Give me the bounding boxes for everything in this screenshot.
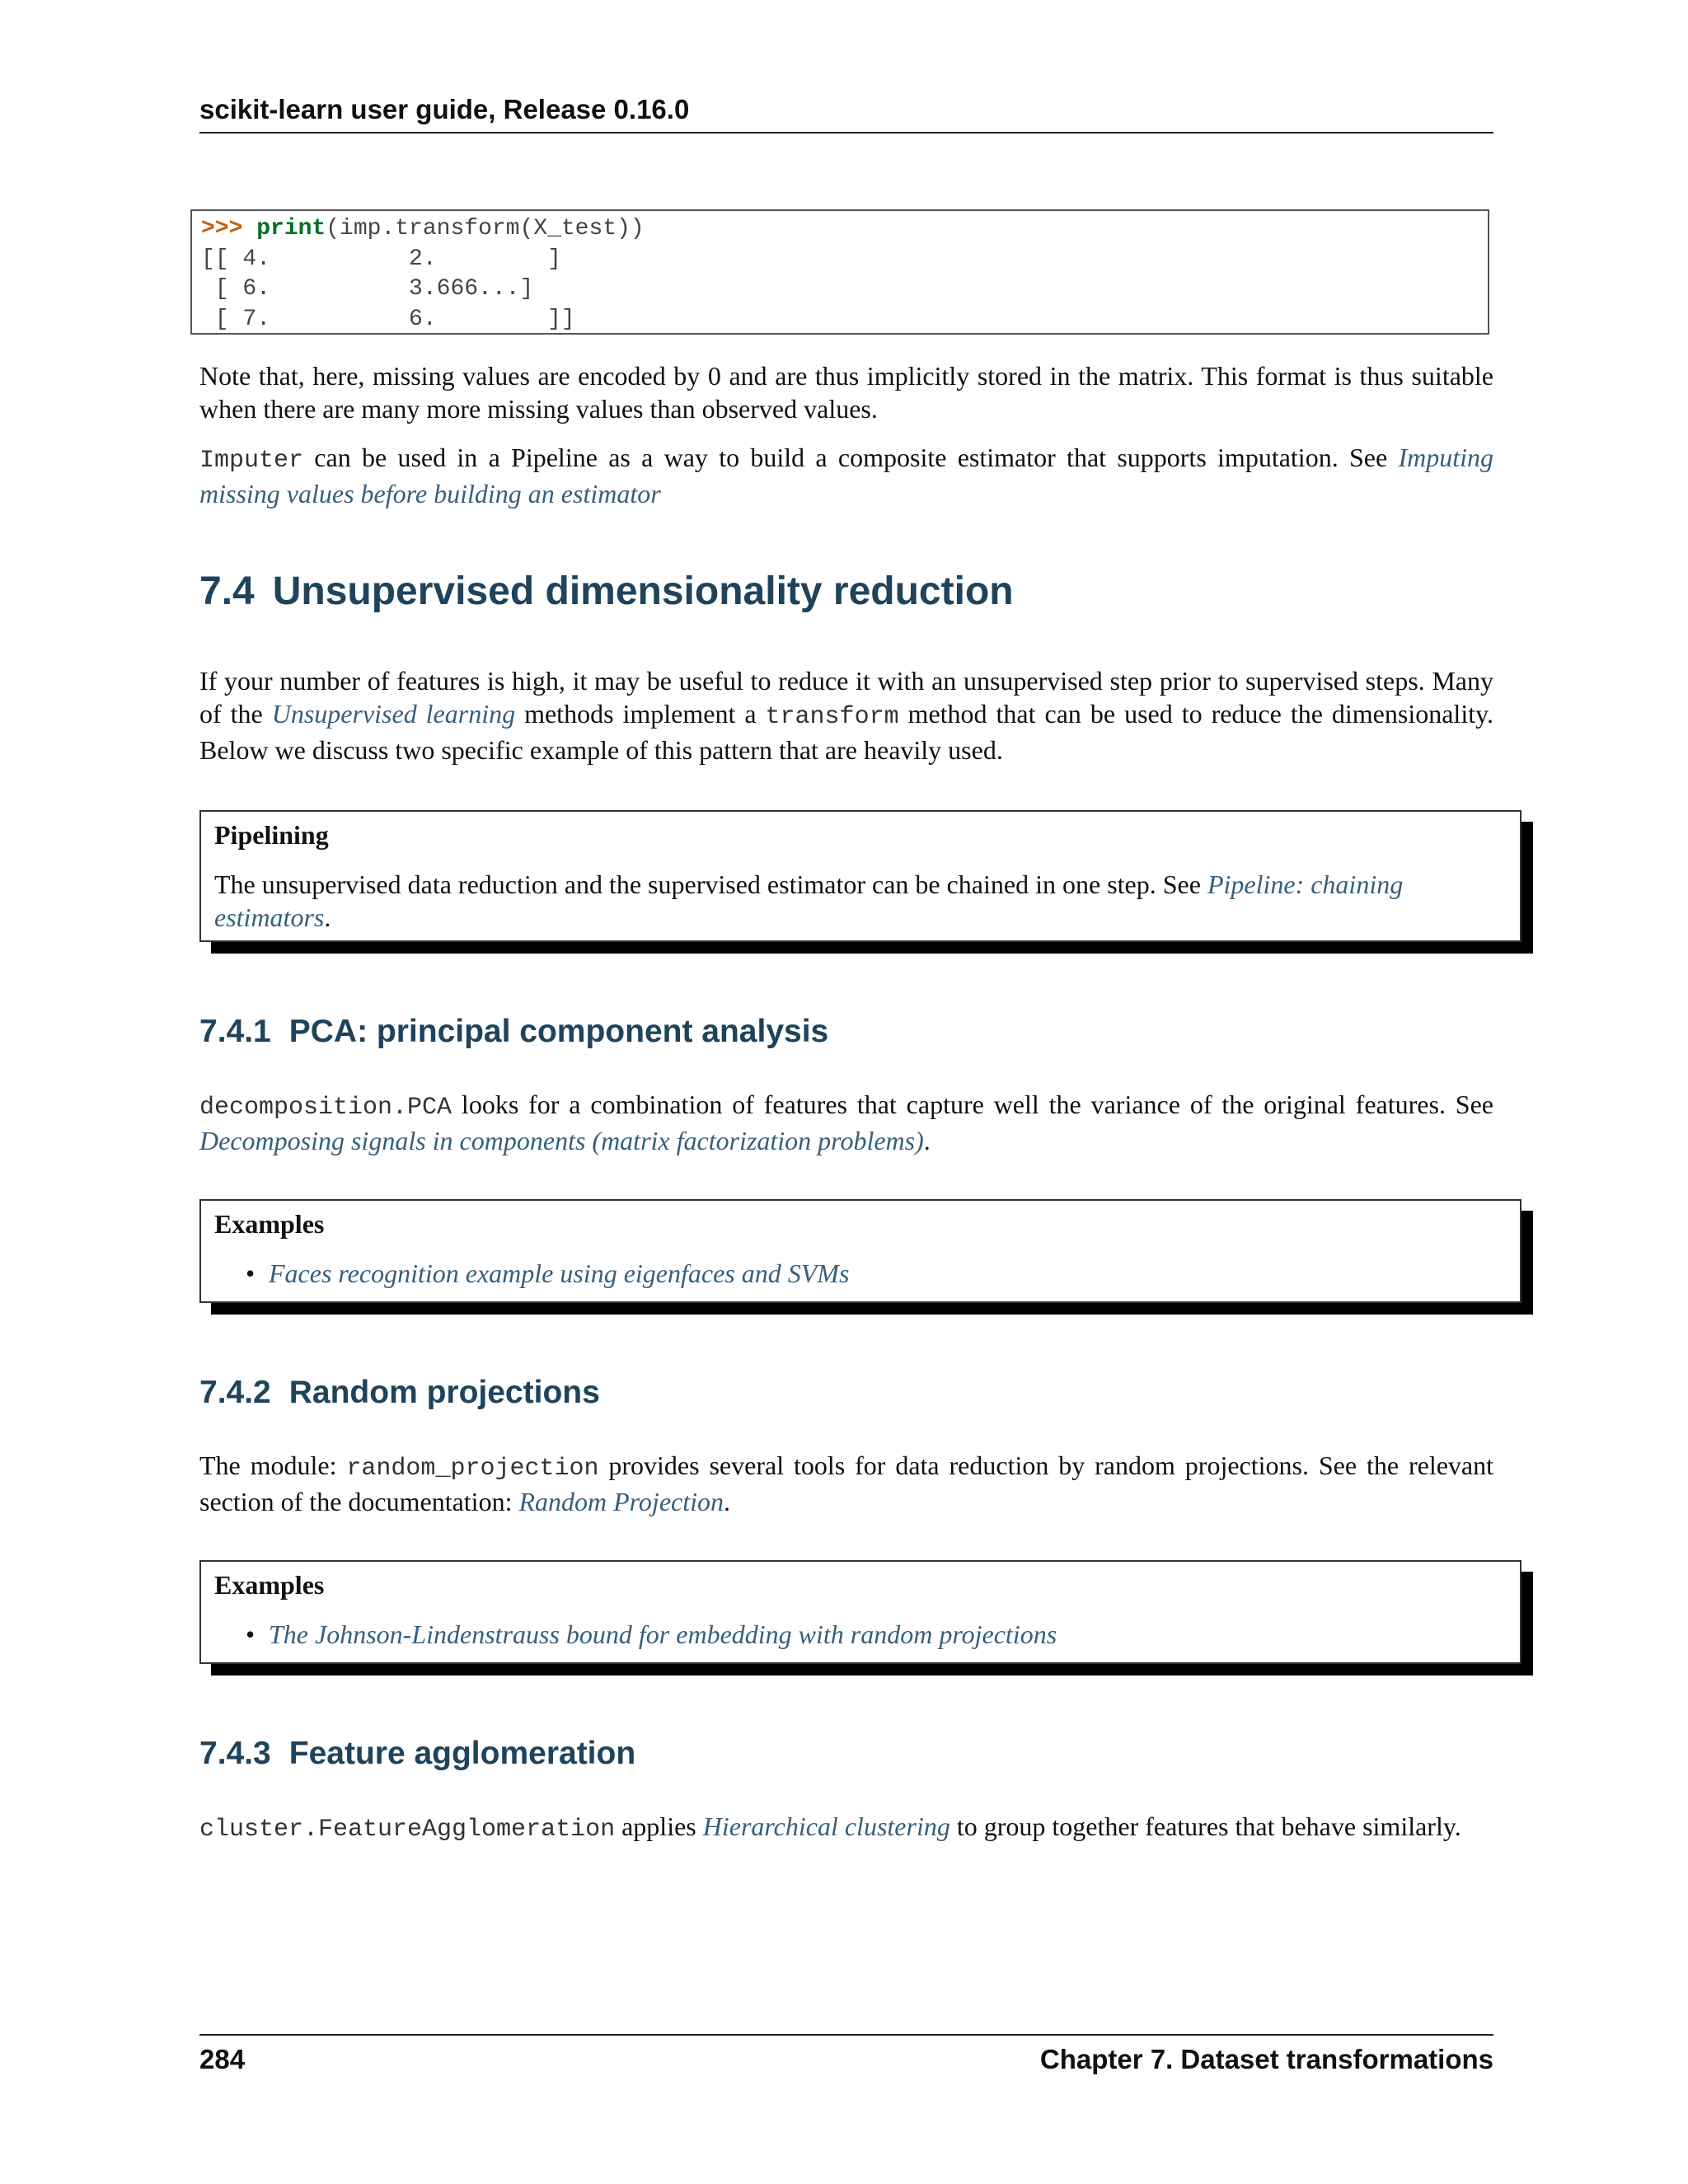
- chapter-title: Chapter 7. Dataset transformations: [1039, 2044, 1493, 2074]
- examples-list: [214, 1618, 1507, 1651]
- section-number: 7.4: [199, 569, 255, 613]
- code-call: (imp.transform(X_test)): [326, 216, 645, 241]
- link-unsupervised-learning[interactable]: Unsupervised learning: [271, 699, 516, 729]
- code-output-line: [[ 4. 2. ]: [201, 246, 561, 272]
- paragraph-feature-agglomeration: [199, 1810, 1493, 1846]
- inline-code: random_projection: [346, 1455, 599, 1483]
- paragraph-text: method that can be used to reduce the dimensionality. Below we discuss two specific example of this pattern that are heavily used.: [199, 699, 1494, 765]
- inline-code: transform: [765, 703, 899, 731]
- paragraph-text: methods implement a: [515, 699, 766, 729]
- section-title: PCA: principal component analysis: [288, 1014, 829, 1049]
- section-title: Unsupervised dimensionality reduction: [272, 569, 1014, 613]
- inline-code: cluster.FeatureAgglomeration: [199, 1816, 616, 1844]
- running-footer: [199, 2034, 1493, 2079]
- paragraph-text: can be used in a Pipeline as a way to build a composite estimator that supports imputation. See: [303, 443, 1399, 472]
- document-page: [199, 0, 1493, 2184]
- admonition-text-end: .: [324, 902, 331, 932]
- admonition-body: [214, 868, 1507, 934]
- paragraph-missing-values: Note that, here, missing values are encoded by 0 and are thus implicitly stored in the matrix. This format is thus suitable when there are many more missing values than observed values.: [199, 361, 1493, 424]
- link-random-projection[interactable]: Random Projection: [518, 1487, 724, 1516]
- paragraph-text-end: .: [923, 1126, 931, 1155]
- paragraph-pca: [199, 1088, 1493, 1157]
- paragraph-text: to group together features that behave similarly.: [950, 1811, 1461, 1841]
- admonition-title: Examples: [214, 1570, 325, 1600]
- admonition-examples-random-projection: [199, 1560, 1522, 1664]
- section-title: Feature agglomeration: [288, 1736, 636, 1771]
- section-number: 7.4.1: [199, 1014, 271, 1049]
- admonition-title: Pipelining: [214, 820, 329, 850]
- code-output-line: [ 7. 6. ]]: [201, 306, 575, 332]
- link-pipeline-chaining[interactable]: Pipeline: chaining estimators: [214, 869, 1404, 932]
- page-number: 284: [199, 2044, 246, 2074]
- section-heading-7-4-2: [199, 1375, 600, 1411]
- section-title: Random projections: [288, 1375, 600, 1410]
- paragraph-dimensionality: [199, 664, 1493, 766]
- code-keyword: print: [256, 216, 326, 241]
- paragraph-random-projections: [199, 1449, 1493, 1518]
- section-number: 7.4.2: [199, 1375, 271, 1410]
- paragraph-text: provides several tools for data reduction by random projections. See the relevant section of the documentation:: [199, 1451, 1494, 1516]
- examples-list: [214, 1257, 1507, 1290]
- paragraph-imputer: [199, 441, 1493, 510]
- link-decomposing-signals[interactable]: Decomposing signals in components (matrix factorization problems): [199, 1126, 924, 1155]
- link-faces-recognition-example[interactable]: • Faces recognition example using eigenfaces and SVMs: [269, 1257, 1507, 1290]
- code-output-line: [ 6. 3.666...]: [201, 276, 534, 302]
- paragraph-text-end: .: [724, 1487, 730, 1516]
- section-number: 7.4.3: [199, 1736, 271, 1771]
- running-header: scikit-learn user guide, Release 0.16.0: [199, 91, 1493, 134]
- paragraph-text: If your number of features is high, it may be useful to reduce it with an unsupervised step prior to supervised steps. Many of the: [199, 666, 1493, 729]
- paragraph-text: looks for a combination of features that capture well the variance of the original features. See: [452, 1090, 1493, 1119]
- section-heading-7-4-3: [199, 1736, 635, 1772]
- admonition-examples-pca: [199, 1199, 1522, 1303]
- paragraph-text: The module:: [199, 1451, 347, 1480]
- section-heading-7-4: [199, 569, 1014, 614]
- code-block: [190, 209, 1489, 335]
- link-imputing-missing-values[interactable]: Imputing missing values before building an estimator: [199, 443, 1493, 509]
- section-heading-7-4-1: [199, 1014, 828, 1050]
- paragraph-text: applies: [615, 1811, 703, 1841]
- inline-code: Imputer: [199, 447, 304, 475]
- inline-code: decomposition.PCA: [199, 1094, 452, 1122]
- link-hierarchical-clustering[interactable]: Hierarchical clustering: [702, 1811, 950, 1841]
- code-prompt: >>>: [201, 216, 257, 241]
- link-johnson-lindenstrauss-example[interactable]: • The Johnson-Lindenstrauss bound for embedding with random projections: [269, 1618, 1507, 1651]
- admonition-text: The unsupervised data reduction and the supervised estimator can be chained in one step. See: [214, 869, 1207, 899]
- admonition-title: Examples: [214, 1209, 325, 1239]
- admonition-pipelining: [199, 810, 1522, 942]
